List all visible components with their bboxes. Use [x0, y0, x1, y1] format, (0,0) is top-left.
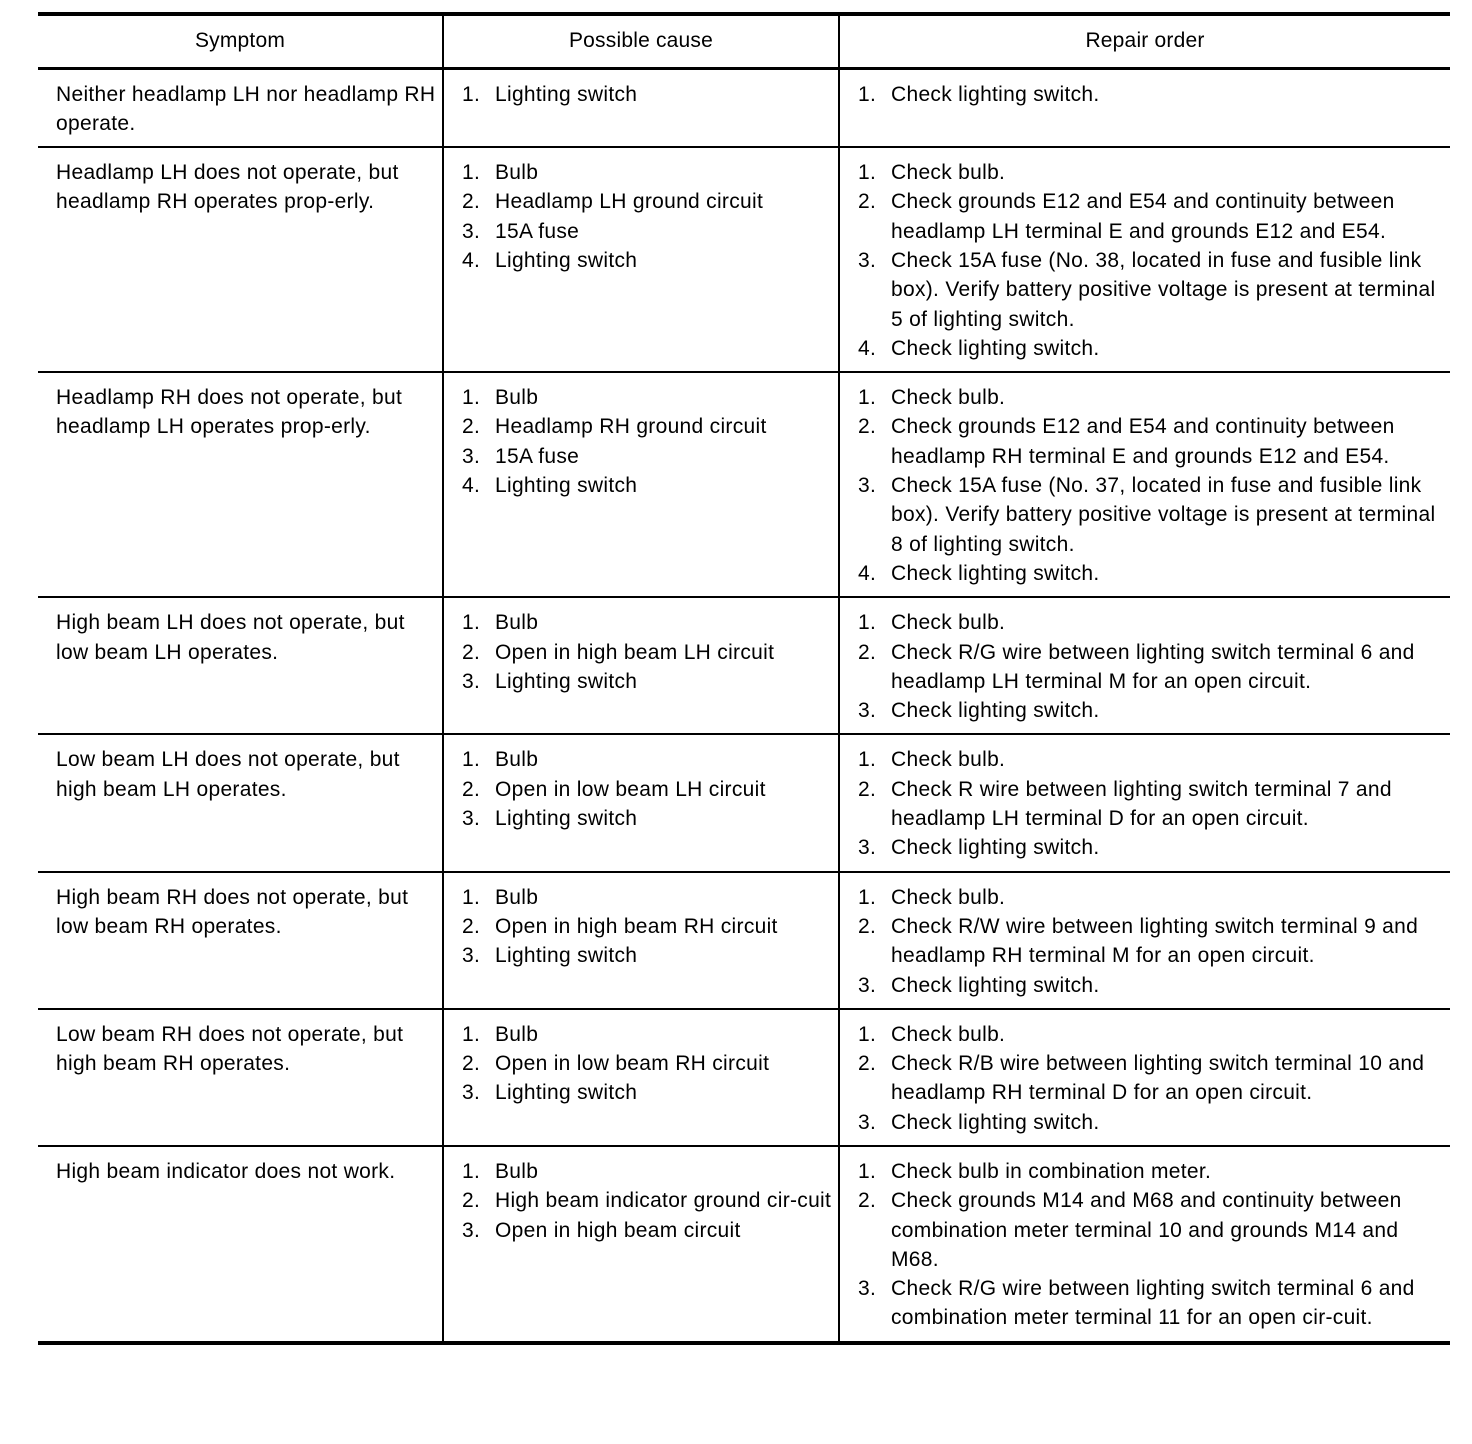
cause-item — [462, 158, 832, 187]
repair-list — [858, 1020, 1444, 1137]
repair-cell — [839, 734, 1450, 871]
cause-item — [462, 775, 832, 804]
cause-item — [462, 187, 832, 216]
item-text: Check grounds M14 and M68 and continuity between combination meter terminal 10 and grounds M14 and M68. — [891, 1189, 1402, 1271]
repair-list — [858, 158, 1444, 363]
item-text: Check lighting switch. — [891, 836, 1100, 860]
cause-cell — [443, 872, 839, 1009]
item-text: Check bulb. — [891, 885, 1006, 909]
item-text: Check bulb. — [891, 386, 1006, 410]
item-number: 3. — [462, 944, 481, 968]
cause-cell — [443, 147, 839, 372]
symptom-cell: High beam indicator does not work. — [56, 1160, 396, 1183]
repair-item — [858, 383, 1444, 412]
cause-item — [462, 1049, 832, 1078]
cause-item — [462, 1216, 832, 1245]
item-number: 3. — [858, 1277, 877, 1301]
item-number: 1. — [462, 82, 481, 106]
cause-item — [462, 1078, 832, 1107]
item-number: 3. — [462, 219, 481, 243]
item-number: 1. — [462, 386, 481, 410]
item-number: 1. — [858, 161, 877, 185]
item-text: Check bulb. — [891, 748, 1006, 772]
item-text: Check R/W wire between lighting switch terminal 9 and headlamp RH terminal M for an open circuit. — [891, 914, 1419, 968]
item-number: 2. — [858, 1052, 877, 1076]
cause-list — [462, 158, 832, 275]
repair-item — [858, 833, 1444, 862]
item-number: 1. — [462, 1022, 481, 1046]
repair-list — [858, 80, 1444, 109]
symptom-cell: High beam RH does not operate, but low beam RH operates. — [56, 885, 409, 938]
item-text: Check lighting switch. — [891, 973, 1100, 997]
item-text: Bulb — [495, 885, 539, 909]
cause-item — [462, 442, 832, 471]
cause-item — [462, 246, 832, 275]
item-number: 2. — [462, 415, 481, 439]
item-text: 15A fuse — [495, 219, 580, 243]
item-number: 3. — [462, 1218, 481, 1242]
item-text: Check lighting switch. — [891, 1110, 1100, 1134]
item-number: 4. — [858, 336, 877, 360]
cause-list — [462, 80, 832, 109]
item-text: Check lighting switch. — [891, 699, 1100, 723]
repair-item — [858, 1049, 1444, 1108]
item-text: Open in high beam RH circuit — [495, 914, 778, 938]
cause-item — [462, 638, 832, 667]
table-row — [38, 597, 1450, 734]
table-row — [38, 147, 1450, 372]
cause-item — [462, 804, 832, 833]
item-number: 1. — [858, 885, 877, 909]
repair-item — [858, 883, 1444, 912]
cause-list — [462, 608, 832, 696]
item-text: High beam indicator ground cir-cuit — [495, 1189, 832, 1213]
table-row — [38, 872, 1450, 1009]
item-number: 3. — [858, 836, 877, 860]
cause-list — [462, 883, 832, 971]
item-text: Check 15A fuse (No. 38, located in fuse and fusible link box). Verify battery positive voltage is present at terminal 5 of lighting switch. — [891, 248, 1436, 331]
cause-list — [462, 745, 832, 833]
item-number: 2. — [858, 777, 877, 801]
item-number: 1. — [858, 1160, 877, 1183]
repair-cell — [839, 147, 1450, 372]
item-text: Headlamp LH ground circuit — [495, 190, 764, 214]
item-text: Check R wire between lighting switch terminal 7 and headlamp LH terminal D for an open circuit. — [891, 777, 1392, 831]
cause-item — [462, 1157, 832, 1186]
item-text: Open in low beam RH circuit — [495, 1052, 770, 1076]
item-number: 1. — [462, 748, 481, 772]
item-number: 1. — [462, 611, 481, 635]
cause-item — [462, 383, 832, 412]
repair-list — [858, 1157, 1444, 1333]
repair-item — [858, 158, 1444, 187]
item-number: 2. — [462, 914, 481, 938]
table-row — [38, 1009, 1450, 1146]
item-number: 4. — [462, 474, 481, 498]
item-number: 1. — [462, 161, 481, 185]
table-body — [38, 68, 1450, 1343]
item-number: 3. — [858, 474, 877, 498]
symptom-cell: Headlamp LH does not operate, but headlamp RH operates prop-erly. — [56, 161, 399, 214]
table-row — [38, 68, 1450, 147]
item-number: 3. — [462, 669, 481, 693]
item-number: 1. — [462, 885, 481, 909]
cause-cell — [443, 1146, 839, 1343]
repair-item — [858, 80, 1444, 109]
item-number: 4. — [462, 248, 481, 272]
cause-item — [462, 745, 832, 774]
item-number: 1. — [858, 611, 877, 635]
item-text: Lighting switch — [495, 474, 638, 498]
header-row — [38, 14, 1450, 68]
table-row — [38, 1146, 1450, 1343]
repair-list — [858, 383, 1444, 588]
repair-item — [858, 912, 1444, 971]
cause-list — [462, 1157, 832, 1245]
item-number: 3. — [462, 444, 481, 468]
repair-list — [858, 883, 1444, 1000]
symptom-cell: Neither headlamp LH nor headlamp RH operate. — [56, 82, 436, 135]
item-text: Bulb — [495, 1022, 539, 1046]
repair-item — [858, 696, 1444, 725]
cause-item — [462, 941, 832, 970]
item-number: 3. — [858, 973, 877, 997]
cause-item — [462, 80, 832, 109]
repair-list — [858, 608, 1444, 725]
header-symptom: Symptom — [194, 29, 286, 53]
item-text: Lighting switch — [495, 248, 638, 272]
repair-item — [858, 187, 1444, 246]
cause-item — [462, 217, 832, 246]
item-number: 2. — [462, 1189, 481, 1213]
cause-item — [462, 667, 832, 696]
item-number: 2. — [858, 1189, 877, 1213]
cause-cell — [443, 68, 839, 147]
item-number: 1. — [858, 82, 877, 106]
repair-cell — [839, 1009, 1450, 1146]
cause-item — [462, 883, 832, 912]
item-number: 3. — [462, 1081, 481, 1105]
item-text: Bulb — [495, 611, 539, 635]
item-text: Bulb — [495, 1160, 539, 1183]
item-number: 2. — [462, 190, 481, 214]
item-text: Lighting switch — [495, 1081, 638, 1105]
item-text: Check bulb. — [891, 611, 1006, 635]
item-number: 2. — [858, 640, 877, 664]
item-number: 2. — [858, 914, 877, 938]
item-text: Lighting switch — [495, 944, 638, 968]
item-number: 2. — [858, 415, 877, 439]
item-number: 1. — [858, 1022, 877, 1046]
cause-list — [462, 1020, 832, 1108]
item-number: 3. — [462, 807, 481, 831]
table-row — [38, 372, 1450, 597]
item-text: Check lighting switch. — [891, 561, 1100, 585]
repair-item — [858, 608, 1444, 637]
repair-item — [858, 246, 1444, 334]
repair-item — [858, 1108, 1444, 1137]
item-text: Open in low beam LH circuit — [495, 777, 766, 801]
item-text: Check bulb in combination meter. — [891, 1160, 1212, 1183]
item-number: 3. — [858, 699, 877, 723]
item-text: Bulb — [495, 386, 539, 410]
repair-item — [858, 471, 1444, 559]
repair-item — [858, 1186, 1444, 1274]
cause-cell — [443, 734, 839, 871]
item-text: Check grounds E12 and E54 and continuity between headlamp RH terminal E and grounds E12 and E54. — [891, 415, 1395, 468]
item-number: 3. — [858, 248, 877, 272]
item-number: 2. — [858, 190, 877, 214]
repair-item — [858, 745, 1444, 774]
repair-item — [858, 971, 1444, 1000]
cause-item — [462, 912, 832, 941]
repair-item — [858, 334, 1444, 363]
item-text: Check bulb. — [891, 161, 1006, 185]
repair-cell — [839, 1146, 1450, 1343]
repair-cell — [839, 372, 1450, 597]
cause-cell — [443, 372, 839, 597]
item-text: Open in high beam circuit — [495, 1218, 741, 1242]
item-text: Check lighting switch. — [891, 82, 1100, 106]
cause-cell — [443, 1009, 839, 1146]
repair-item — [858, 559, 1444, 588]
item-number: 3. — [858, 1110, 877, 1134]
item-number: 1. — [858, 748, 877, 772]
symptom-cell: Headlamp RH does not operate, but headlamp LH operates prop-erly. — [56, 386, 403, 439]
item-text: Bulb — [495, 748, 539, 772]
item-text: Lighting switch — [495, 82, 638, 106]
item-text: Check bulb. — [891, 1022, 1006, 1046]
table-row — [38, 734, 1450, 871]
repair-list — [858, 745, 1444, 862]
cause-item — [462, 608, 832, 637]
diagnosis-table — [38, 12, 1450, 1345]
item-number: 1. — [858, 386, 877, 410]
item-text: Lighting switch — [495, 669, 638, 693]
item-number: 2. — [462, 1052, 481, 1076]
item-text: Lighting switch — [495, 807, 638, 831]
repair-item — [858, 1274, 1444, 1333]
repair-cell — [839, 597, 1450, 734]
header-possible-cause: Possible cause — [443, 14, 839, 68]
item-text: Check R/G wire between lighting switch terminal 6 and combination meter terminal 11 for an open cir-cuit. — [891, 1277, 1415, 1330]
item-number: 2. — [462, 640, 481, 664]
item-text: Bulb — [495, 161, 539, 185]
header-repair-order: Repair order — [839, 14, 1450, 68]
repair-item — [858, 1157, 1444, 1186]
symptom-cell: Low beam RH does not operate, but high beam RH operates. — [56, 1022, 404, 1076]
repair-item — [858, 412, 1444, 471]
repair-cell — [839, 68, 1450, 147]
cause-list — [462, 383, 832, 500]
item-text: 15A fuse — [495, 444, 580, 468]
cause-item — [462, 471, 832, 500]
repair-item — [858, 638, 1444, 697]
item-text: Check lighting switch. — [891, 336, 1100, 360]
symptom-cell: Low beam LH does not operate, but high beam LH operates. — [56, 748, 400, 801]
cause-item — [462, 1186, 832, 1215]
item-text: Check R/B wire between lighting switch terminal 10 and headlamp RH terminal D for an open circuit. — [891, 1052, 1425, 1105]
item-text: Headlamp RH ground circuit — [495, 415, 767, 439]
item-text: Check 15A fuse (No. 37, located in fuse and fusible link box). Verify battery positive voltage is present at terminal 8 of lighting switch. — [891, 474, 1436, 556]
item-text: Open in high beam LH circuit — [495, 640, 775, 664]
symptom-cell: High beam LH does not operate, but low beam LH operates. — [56, 611, 405, 664]
item-number: 4. — [858, 561, 877, 585]
repair-item — [858, 1020, 1444, 1049]
cause-item — [462, 412, 832, 441]
item-text: Check R/G wire between lighting switch terminal 6 and headlamp LH terminal M for an open circuit. — [891, 640, 1415, 693]
item-number: 1. — [462, 1160, 481, 1183]
repair-cell — [839, 872, 1450, 1009]
item-number: 2. — [462, 777, 481, 801]
item-text: Check grounds E12 and E54 and continuity between headlamp LH terminal E and grounds E12 and E54. — [891, 190, 1395, 243]
cause-item — [462, 1020, 832, 1049]
cause-cell — [443, 597, 839, 734]
repair-item — [858, 775, 1444, 834]
